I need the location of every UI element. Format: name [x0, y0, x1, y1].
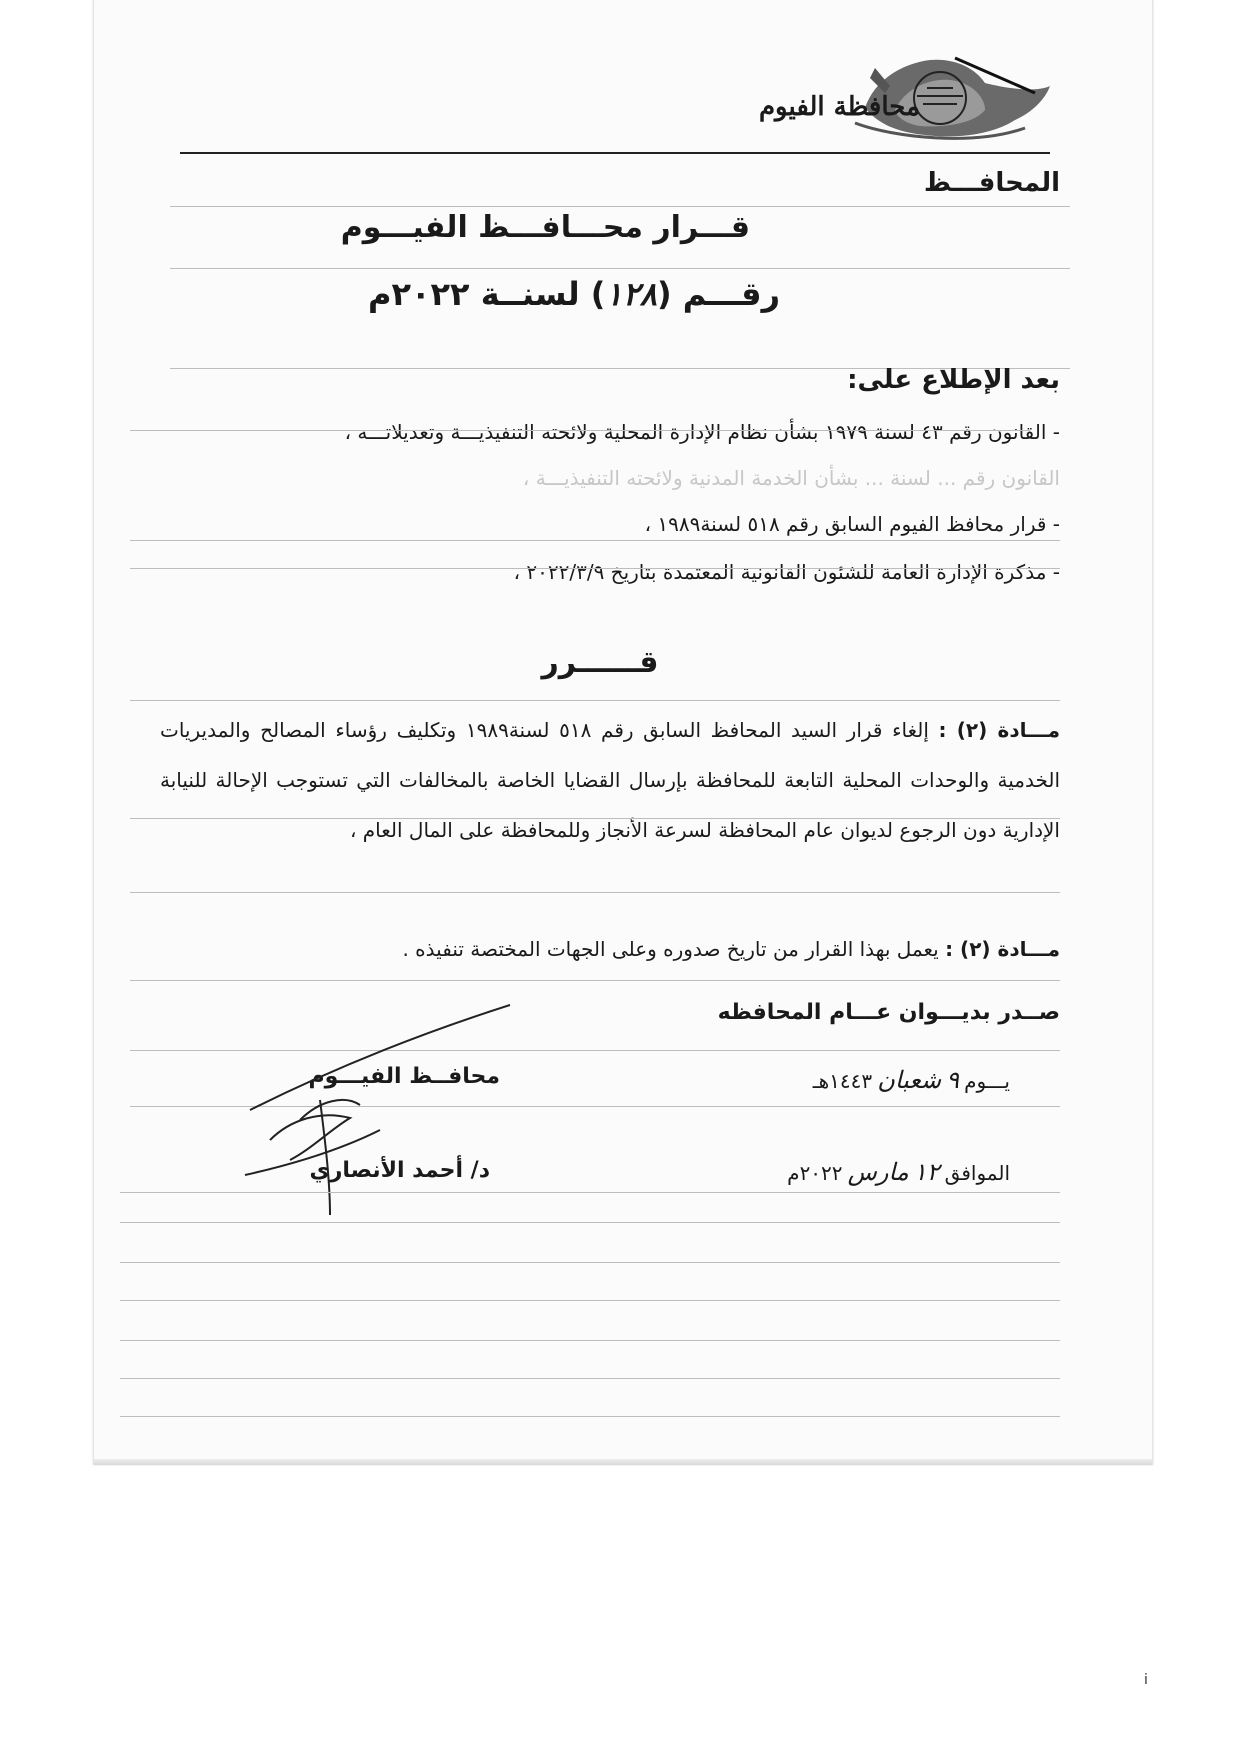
gregorian-day-handwritten: ١٢: [913, 1158, 940, 1186]
hijri-month-handwritten: شعبان: [877, 1066, 942, 1094]
decree-number-handwritten: ١٢٨: [605, 275, 657, 313]
article-text: إلغاء قرار السيد المحافظ السابق رقم ٥١٨ لسنة١٩٨٩ وتكليف رؤساء المصالح والمديريات الخدمية والوحدات المحلية التابعة للمحافظة بإرسال القضايا الخاصة بالمخالفات التي تستوجب الإحالة للنيابة الإدارية دون الرجوع لديوان عام المحافظة لسرعة الأنجاز وللمحافظة على المال العام ،: [160, 718, 1060, 842]
decree-title: قـــرار محـــافـــظ الفيـــوم: [340, 210, 750, 245]
article-2: [160, 924, 1060, 974]
office-title: المحافـــظ: [923, 168, 1060, 198]
ruled-line: [120, 1378, 1060, 1379]
signatory-title: محافــظ الفيـــوم: [308, 1064, 500, 1089]
article-text: يعمل بهذا القرار من تاريخ صدوره وعلى الجهات المختصة تنفيذه .: [402, 937, 946, 961]
handwritten-signature: [230, 1000, 520, 1220]
ruled-line: [130, 430, 1030, 431]
gregorian-date: [690, 1158, 1010, 1186]
header-divider: [180, 152, 1050, 154]
article-1: [160, 705, 1060, 855]
ruled-line: [130, 700, 1060, 701]
hijri-year: ١٤٤٣هـ: [812, 1069, 873, 1093]
ruled-line: [170, 206, 1070, 207]
article-label: مـــادة (٢) :: [945, 937, 1060, 961]
ruled-line: [130, 568, 1060, 569]
page-bottom-edge: [94, 1459, 1152, 1465]
signatory-name: د/ أحمد الأنصاري: [309, 1158, 490, 1183]
issued-at: صــدر بديـــوان عـــام المحافظه: [717, 1000, 1060, 1025]
decree-number: [367, 275, 780, 313]
hijri-day-handwritten: ٩: [946, 1066, 960, 1094]
hijri-date: [690, 1066, 1010, 1094]
preamble-heading: بعد الإطلاع على:: [847, 365, 1060, 395]
decree-number-suffix: ) لسنــة ٢٠٢٢م: [367, 275, 606, 313]
gregorian-month-handwritten: مارس: [847, 1158, 909, 1186]
article-label: مـــادة (٢) :: [938, 718, 1060, 742]
ruled-line: [130, 818, 1060, 819]
reference-item-faint: القانون رقم ... لسنة ... بشأن الخدمة المدنية ولائحته التنفيذيـــة ،: [522, 466, 1060, 490]
ruled-line: [120, 1340, 1060, 1341]
ruled-line: [120, 1416, 1060, 1417]
decided-heading: قــــــرر: [541, 645, 659, 680]
ruled-line: [120, 1262, 1060, 1263]
reference-item: - مذكرة الإدارة العامة للشئون القانونية المعتمدة بتاريخ ٢٠٢٢/٣/٩ ،: [513, 560, 1060, 584]
ruled-line: [120, 1300, 1060, 1301]
ruled-line: [170, 268, 1070, 269]
governorate-name: محافظة الفيوم: [758, 92, 920, 122]
ruled-line: [130, 540, 1060, 541]
ruled-line: [120, 1192, 1060, 1193]
reference-item: - قرار محافظ الفيوم السابق رقم ٥١٨ لسنة١٩٨٩ ،: [644, 512, 1060, 536]
decree-number-prefix: رقـــم (: [656, 275, 780, 313]
page-mark: i: [1144, 1672, 1148, 1688]
hijri-date-label: يـــوم: [964, 1069, 1010, 1093]
gregorian-date-label: الموافق: [944, 1161, 1010, 1185]
ruled-line: [120, 1222, 1060, 1223]
gregorian-year: ٢٠٢٢م: [787, 1161, 843, 1185]
ruled-line: [130, 892, 1060, 893]
ruled-line: [130, 980, 1060, 981]
reference-item: - القانون رقم ٤٣ لسنة ١٩٧٩ بشأن نظام الإدارة المحلية ولائحته التنفيذيـــة وتعديلاتـــه ،: [344, 420, 1060, 444]
